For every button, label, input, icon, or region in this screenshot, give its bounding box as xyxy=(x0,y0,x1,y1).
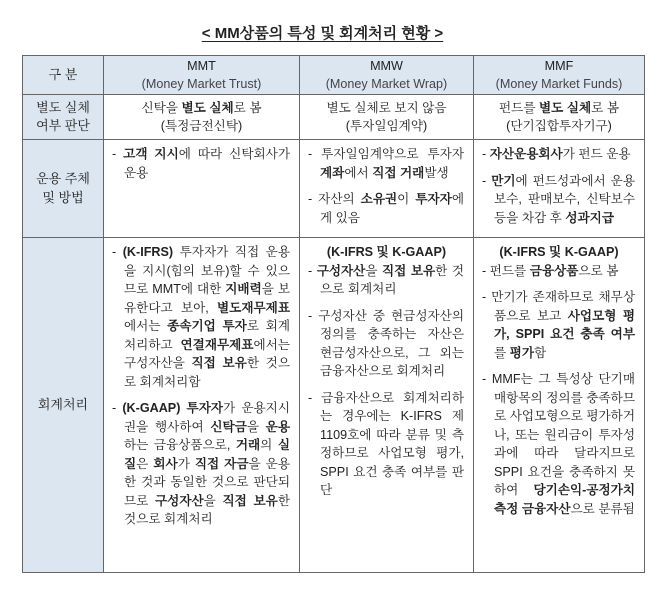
col-full: (Money Market Wrap) xyxy=(325,77,448,91)
bold-text: 만기 xyxy=(491,173,516,188)
bold-text: 직접 자금 xyxy=(194,456,249,471)
bold-text: 당기손익-공정가치 측정 금융자산 xyxy=(494,483,635,516)
bold-text: (K-IFRS) xyxy=(122,245,174,259)
row-operation xyxy=(23,140,645,238)
text: 한 것으로 회계처리 xyxy=(320,263,464,296)
bold-text: 소유권 xyxy=(360,192,398,206)
cell-line xyxy=(478,99,640,118)
text: 에서는 구성자산을 xyxy=(124,337,290,370)
bold-text: 회사 xyxy=(153,456,178,471)
text: - xyxy=(308,263,317,278)
entity-cell xyxy=(474,95,645,140)
header-label: 구 분 xyxy=(23,56,104,95)
row-label: 운용 주체 및 방법 xyxy=(23,140,104,238)
text: (특정금전신탁) xyxy=(160,119,243,133)
header-row xyxy=(23,56,645,95)
text: 을 xyxy=(246,419,266,434)
accounting-cell xyxy=(300,238,474,573)
entity-cell xyxy=(104,95,300,140)
bullet-item xyxy=(478,145,640,164)
text: 가 펀드 운용 xyxy=(562,147,631,161)
bullet-item xyxy=(304,190,469,227)
row-accounting xyxy=(23,238,645,573)
col-name: MMW xyxy=(370,58,403,73)
cell-line xyxy=(108,99,295,118)
text: - 금융자산으로 회계처리하는 경우에는 K-IFRS 제1109호에 따라 분류 및 측정하므로 사업모형 평가, SPPI 요건 충족 여부를 판단 xyxy=(308,390,464,497)
cell-line xyxy=(304,99,469,118)
row-label: 별도 실체 여부 판단 xyxy=(23,95,104,140)
bold-text: 직접 보유 xyxy=(222,493,278,508)
text: 에 펀드성과에서 운용보수, 판매보수, 신탁보수 등을 차감 후 xyxy=(494,173,635,225)
text: 에 따라 신탁회사가 운용 xyxy=(124,147,291,180)
text: 에서 xyxy=(344,165,373,180)
operation-cell xyxy=(474,140,645,238)
row-label: 회계처리 xyxy=(23,238,104,573)
bullet-item xyxy=(304,145,469,182)
bullet-item xyxy=(108,145,295,182)
entity-cell xyxy=(300,95,474,140)
mm-products-table xyxy=(22,55,645,573)
text: 펀드를 xyxy=(498,100,539,115)
bullet-item xyxy=(108,243,295,391)
text: 을 xyxy=(365,263,383,278)
col-name: MMF xyxy=(544,58,574,73)
bold-text: 거래 xyxy=(235,438,261,452)
operation-cell xyxy=(300,140,474,238)
bullet-item xyxy=(478,288,640,362)
bold-text: 직접 보유 xyxy=(382,263,436,278)
accounting-cell xyxy=(104,238,300,573)
text: - 만기가 존재하므로 채무상품으로 보고 xyxy=(482,290,635,323)
bold-text: 운용 xyxy=(265,419,290,434)
text: - 펀드를 xyxy=(482,263,530,278)
bold-text: 자산운용회사 xyxy=(489,147,563,161)
bold-text: 투자자 xyxy=(415,192,452,206)
header-mmt xyxy=(104,56,300,95)
bold-text: 종속기업 투자 xyxy=(167,319,247,333)
bold-text: 직접 보유 xyxy=(191,356,247,370)
header-mmw xyxy=(300,56,474,95)
bold-text: 사업모형 평가, SPPI 요건 충족 여부 xyxy=(494,308,636,341)
accounting-cell xyxy=(474,238,645,573)
bold-text: 별도재무제표 xyxy=(217,300,290,315)
text: 한 것으로 회계처리 xyxy=(124,493,290,526)
text: 을 보유한다고 보아, xyxy=(124,282,290,315)
text: - xyxy=(112,245,123,259)
bold-text: 지배력 xyxy=(225,282,262,296)
text: 발생 xyxy=(424,165,449,180)
bold-text: 성과지급 xyxy=(565,210,614,225)
text: - 구성자산 중 현금성자산의 정의를 충족하는 자산은 현금성자산으로, 그 외는 금융자산으로 회계처리 xyxy=(308,308,464,378)
cell-heading: (K-IFRS 및 K-GAAP) xyxy=(326,245,447,259)
text: - MMF는 그 특성상 단기매매항목의 정의를 충족하므로 사업모형으로 평가하거나, 또는 원리금이 투자성과에 따라 달라지므로 SPPI 요건을 충족하지 못하여 xyxy=(482,372,635,497)
bullet-item xyxy=(478,172,640,228)
bold-text: 구성자산 xyxy=(155,493,204,508)
text: - xyxy=(112,147,124,161)
bold-text: 구성자산 xyxy=(316,263,366,278)
col-full: (Money Market Trust) xyxy=(141,77,262,91)
bold-text: 직접 거래 xyxy=(372,165,425,180)
text: - 자산의 xyxy=(308,192,361,206)
text: 한 것으로 회계처리함 xyxy=(124,356,290,389)
header-mmf xyxy=(474,56,645,95)
text: 로 봄 xyxy=(233,100,262,115)
text: 으로 분류됨 xyxy=(570,501,635,516)
col-full: (Money Market Funds) xyxy=(495,77,623,91)
text: - xyxy=(482,173,492,188)
text: (투자일임계약) xyxy=(345,119,428,133)
text: 가 운용지시권을 행사하여 xyxy=(124,401,291,434)
text: (단기집합투자기구) xyxy=(506,119,612,133)
text: 하는 금융상품으로, xyxy=(124,438,236,452)
bullet-item xyxy=(304,307,469,381)
cell-heading: (K-IFRS 및 K-GAAP) xyxy=(499,245,619,259)
bold-text: 연결재무제표 xyxy=(180,337,254,352)
bold-text: 별도 실체 xyxy=(538,100,592,115)
text: 투자자가 직접 운용을 지시(힘의 보유)할 수 있으므로 MMT에 대한 xyxy=(124,245,290,296)
text: 으로 봄 xyxy=(578,263,619,278)
bold-text: 계좌 xyxy=(320,165,345,180)
bold-text: 평가 xyxy=(509,345,535,360)
bold-text: 별도 실체 xyxy=(181,100,234,115)
bullet-item xyxy=(478,262,640,281)
bold-text: 금융상품 xyxy=(529,263,579,278)
text: 가 xyxy=(177,456,195,471)
bullet-item xyxy=(304,262,469,299)
document-title: < MM상품의 특성 및 회계처리 현황 > xyxy=(201,25,444,42)
text: 의 xyxy=(260,438,278,452)
text: 이 xyxy=(397,192,416,206)
text: 을 xyxy=(203,493,223,508)
row-entity xyxy=(23,95,645,140)
text: 를 xyxy=(494,345,510,360)
operation-cell xyxy=(104,140,300,238)
bullet-item xyxy=(478,370,640,518)
bold-text: 실질 xyxy=(124,438,290,471)
text: - xyxy=(482,147,490,161)
cell-line xyxy=(478,117,640,136)
bold-text: 고객 지시 xyxy=(123,147,179,161)
cell-line xyxy=(108,117,295,136)
text: 에게 있음 xyxy=(320,192,464,225)
text: - 투자일임계약으로 투자자 xyxy=(308,147,464,161)
text: 에서는 xyxy=(124,319,168,333)
text: 로 봄 xyxy=(591,100,619,115)
text: 신탁을 xyxy=(141,100,182,115)
bold-text: (K-GAAP) 투자자 xyxy=(122,401,224,415)
bold-text: 신탁금 xyxy=(210,419,247,434)
col-name: MMT xyxy=(187,58,216,73)
text: 별도 실체로 보지 않음 xyxy=(326,100,447,115)
cell-line xyxy=(304,117,469,136)
text: 은 xyxy=(136,456,154,471)
text: 로 회계처리하고 xyxy=(124,319,291,352)
text: 을 운용한 것과 동일한 것으로 판단되므로 xyxy=(124,456,291,508)
bullet-item xyxy=(304,389,469,500)
bullet-item xyxy=(108,399,295,529)
text: - xyxy=(112,401,123,415)
text: 함 xyxy=(534,345,547,360)
